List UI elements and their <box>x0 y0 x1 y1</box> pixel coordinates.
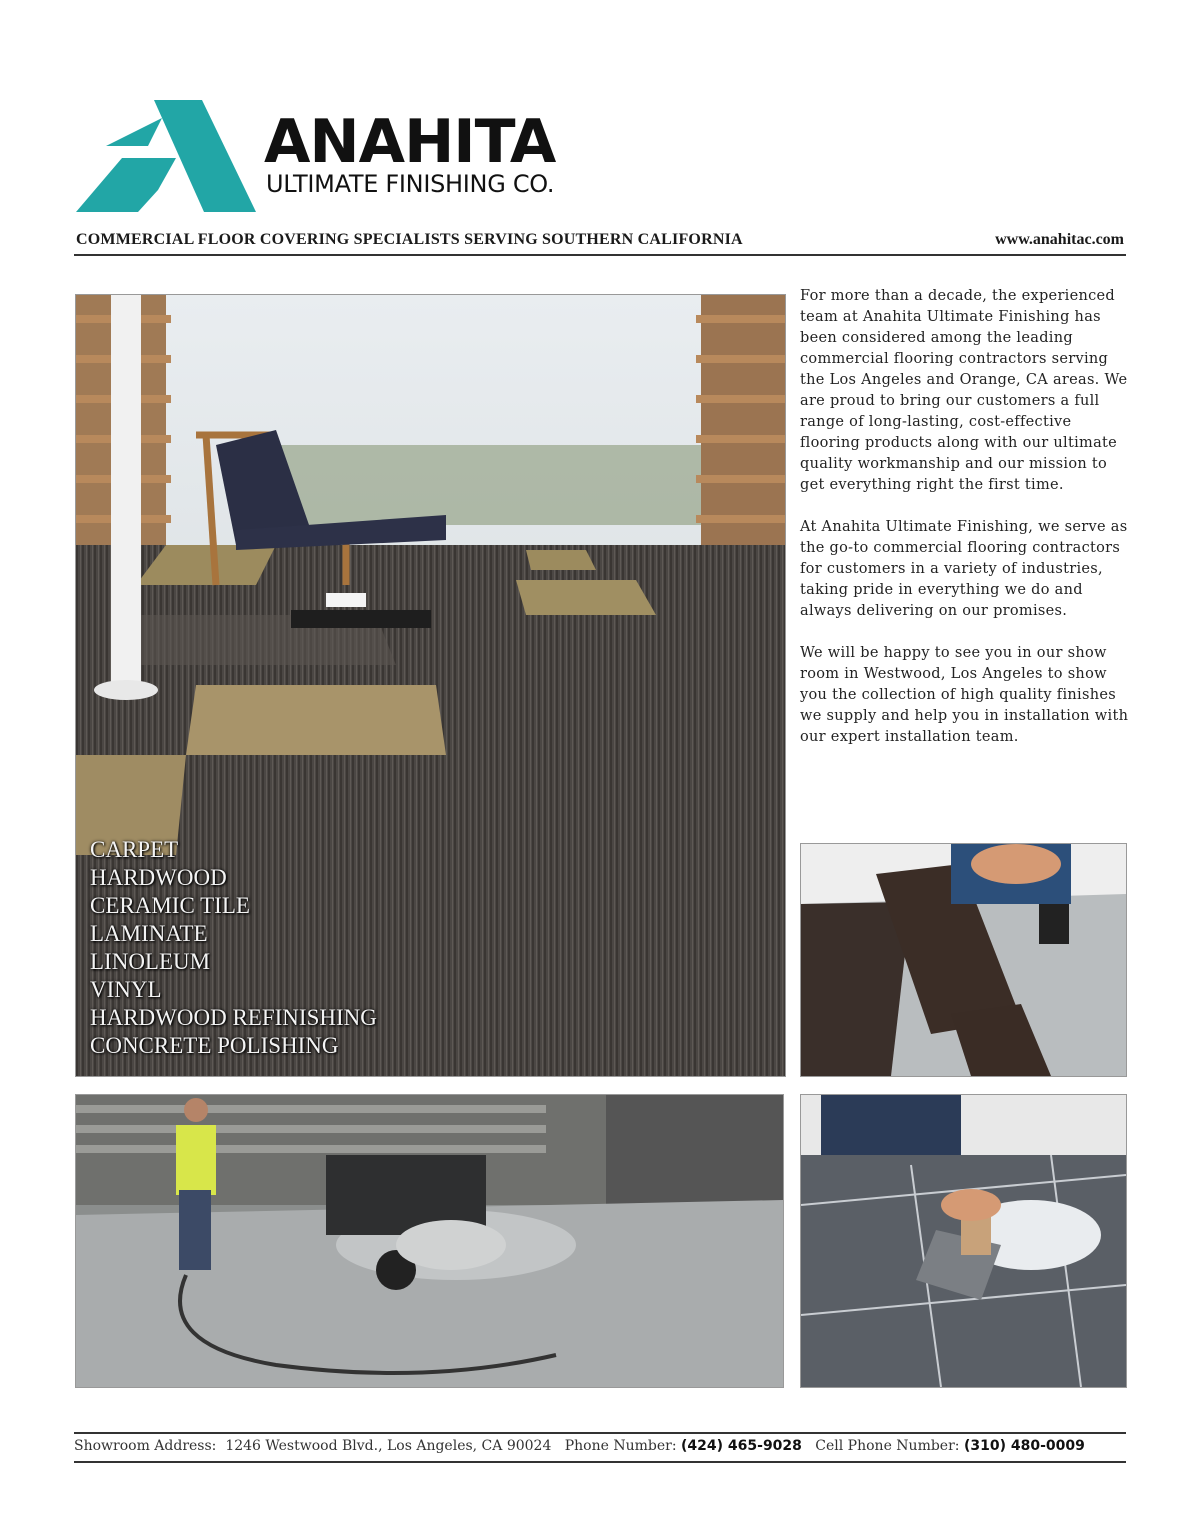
intro-paragraph: For more than a decade, the experienced team at Anahita Ultimate Finishing has been considered among the leading commercial flooring contractors serving the Los Angeles and Orange, CA areas. We are proud to bring our customers a full range of long-lasting, cost-effective flooring products along with our ultimate quality workmanship and our mission to get everything right the first time. <box>800 288 1128 493</box>
address-label: Showroom Address: <box>74 1438 217 1454</box>
service-item: CERAMIC TILE <box>90 893 250 918</box>
cell-number[interactable]: (310) 480-0009 <box>963 1438 1085 1454</box>
service-item: CONCRETE POLISHING <box>90 1033 339 1058</box>
phone-number[interactable]: (424) 465-9028 <box>681 1438 802 1454</box>
service-item: LAMINATE <box>90 921 208 946</box>
plank-installation-photo <box>800 843 1127 1077</box>
footer-contact <box>74 1438 1126 1454</box>
footer-divider-bottom <box>74 1461 1126 1463</box>
intro-text <box>800 286 1130 769</box>
service-item: CARPET <box>90 837 179 862</box>
concrete-grinder-photo <box>75 1094 784 1388</box>
header-divider <box>74 254 1126 256</box>
brand-name: ANAHITA <box>264 107 556 177</box>
logo-mark-icon <box>76 100 256 212</box>
phone-label: Phone Number: <box>564 1438 677 1454</box>
intro-paragraph: At Anahita Ultimate Finishing, we serve as the go-to commercial flooring contractors for customers in a variety of industries, taking pride in everything we do and always delivering on our promises. <box>800 519 1128 619</box>
service-item: LINOLEUM <box>90 949 211 974</box>
footer-divider-top <box>74 1432 1126 1434</box>
website-link[interactable]: www.anahitac.com <box>995 231 1124 248</box>
tagline: COMMERCIAL FLOOR COVERING SPECIALISTS SERVING SOUTHERN CALIFORNIA <box>76 231 743 248</box>
cell-label: Cell Phone Number: <box>815 1438 960 1454</box>
tile-grouting-photo <box>800 1094 1127 1388</box>
service-item: VINYL <box>90 977 162 1002</box>
service-item: HARDWOOD <box>90 865 227 890</box>
intro-paragraph: We will be happy to see you in our show room in Westwood, Los Angeles to show you the collection of high quality finishes we supply and help you in installation with our expert installation team. <box>800 645 1129 745</box>
address: 1246 Westwood Blvd., Los Angeles, CA 90024 <box>225 1438 552 1454</box>
brand-subtitle: ULTIMATE FINISHING CO. <box>266 170 555 198</box>
services-list <box>90 836 377 1060</box>
service-item: HARDWOOD REFINISHING <box>90 1005 377 1030</box>
